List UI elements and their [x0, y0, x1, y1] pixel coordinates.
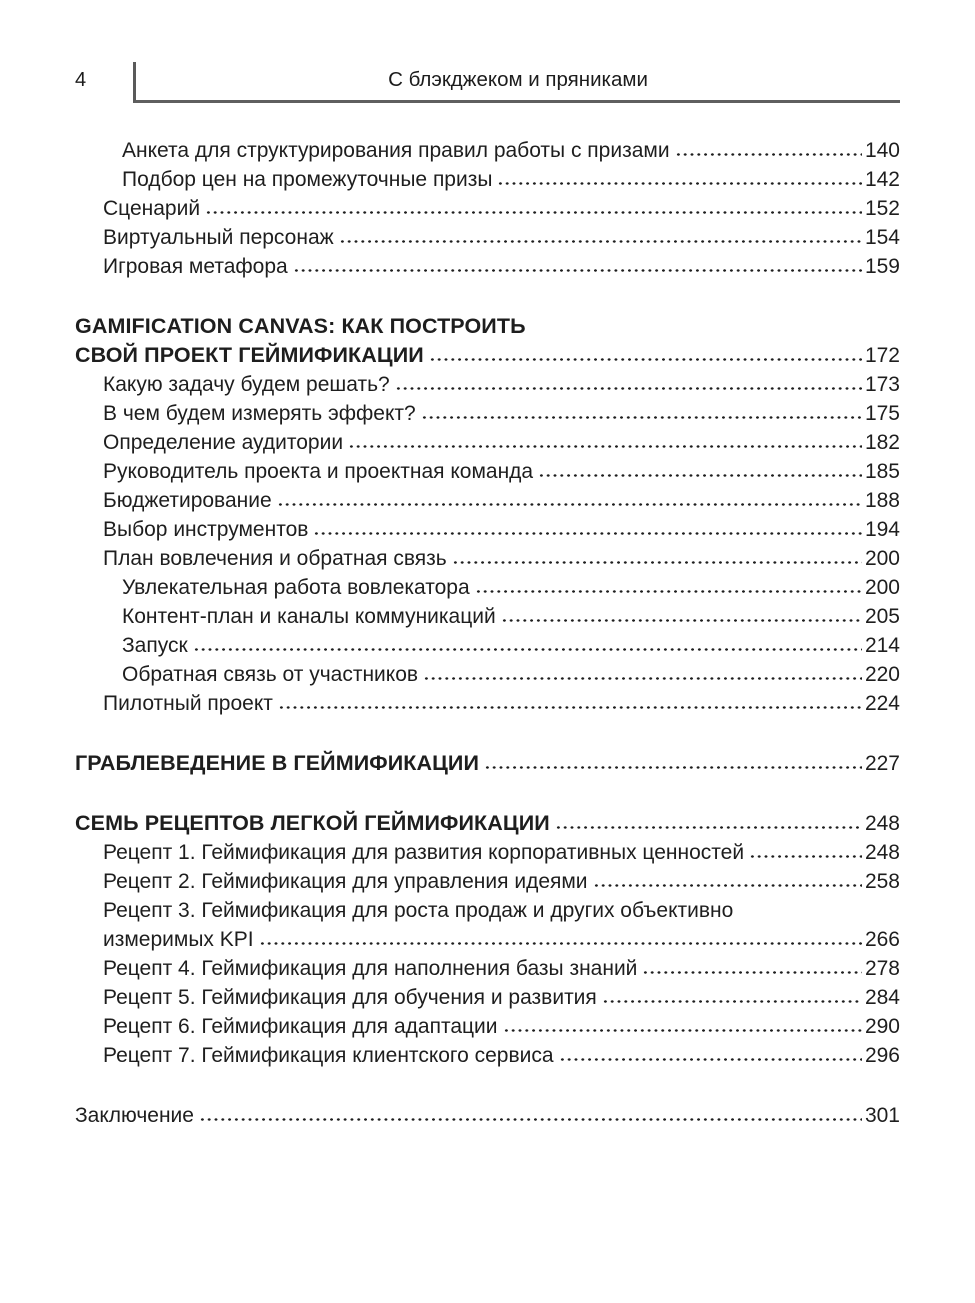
toc-entry-page: 194	[864, 518, 900, 541]
dot-leader	[501, 608, 862, 623]
folio-page-number: 4	[75, 69, 87, 91]
toc-entry-label: Рецепт 7. Геймификация клиентского сервиса	[103, 1044, 554, 1067]
toc-entry	[75, 544, 900, 573]
toc-entry-page: 248	[864, 812, 900, 835]
dot-leader	[503, 1018, 862, 1033]
dot-leader	[293, 258, 862, 273]
dot-leader	[259, 931, 862, 946]
dot-leader	[339, 229, 862, 244]
dot-leader	[277, 492, 862, 507]
toc-entry	[75, 954, 900, 983]
toc-entry-page: 205	[864, 605, 900, 628]
toc-entry-page: 220	[864, 663, 900, 686]
toc-entry	[75, 925, 900, 954]
toc-entry-label: Рецепт 4. Геймификация для наполнения базы знаний	[103, 957, 638, 980]
toc-entry-label: Виртуальный персонаж	[103, 226, 334, 249]
toc-entry-page: 214	[864, 634, 900, 657]
toc-entry-page: 278	[864, 957, 900, 980]
dot-leader	[675, 142, 862, 157]
toc-entry-label: Какую задачу будем решать?	[103, 373, 390, 396]
toc-entry-label: Сценарий	[103, 197, 201, 220]
dot-leader	[555, 815, 862, 830]
toc-entry-label: измеримых KPI	[103, 928, 254, 951]
toc-entry	[75, 838, 900, 867]
toc-entry-label: СЕМЬ РЕЦЕПТОВ ЛЕГКОЙ ГЕЙМИФИКАЦИИ	[75, 811, 550, 835]
toc-entry	[75, 223, 900, 252]
dot-leader	[421, 405, 862, 420]
dot-leader	[193, 637, 862, 652]
toc-entry	[75, 194, 900, 223]
table-of-contents	[75, 136, 900, 1130]
toc-entry-page: 140	[864, 139, 900, 162]
toc-entry	[75, 896, 900, 925]
toc-entry-page: 173	[864, 373, 900, 396]
toc-entry-label: Рецепт 2. Геймификация для управления идеями	[103, 870, 588, 893]
toc-entry-label: В чем будем измерять эффект?	[103, 402, 416, 425]
toc-entry-label: Рецепт 3. Геймификация для роста продаж и других объективно	[103, 899, 734, 922]
toc-entry-label: GAMIFICATION CANVAS: КАК ПОСТРОИТЬ	[75, 314, 526, 338]
toc-entry-page: 258	[864, 870, 900, 893]
toc-entry-label: Анкета для структурирования правил работы с призами	[122, 139, 670, 162]
dot-leader	[538, 463, 862, 478]
toc-entry-page: 200	[864, 576, 900, 599]
toc-entry-page: 224	[864, 692, 900, 715]
toc-entry-page: 301	[864, 1104, 900, 1127]
toc-entry-label: Руководитель проекта и проектная команда	[103, 460, 534, 483]
dot-leader	[423, 666, 862, 681]
dot-leader	[559, 1047, 862, 1062]
toc-entry-page: 296	[864, 1044, 900, 1067]
toc-entry	[75, 486, 900, 515]
dot-leader	[199, 1107, 862, 1122]
running-header	[75, 62, 900, 103]
toc-entry-label: Выбор инструментов	[103, 518, 309, 541]
dot-leader	[278, 695, 862, 710]
toc-entry-page: 284	[864, 986, 900, 1009]
toc-entry	[75, 660, 900, 689]
toc-entry-page: 290	[864, 1015, 900, 1038]
running-header-rule	[133, 62, 900, 103]
toc-entry	[75, 749, 900, 778]
toc-entry	[75, 515, 900, 544]
toc-entry-label: Определение аудитории	[103, 431, 344, 454]
toc-entry-page: 154	[864, 226, 900, 249]
dot-leader	[452, 550, 862, 565]
toc-entry	[75, 602, 900, 631]
toc-entry-label: Увлекательная работа вовлекатора	[122, 576, 470, 599]
toc-entry-label: Рецепт 6. Геймификация для адаптации	[103, 1015, 498, 1038]
toc-entry-label: Заключение	[75, 1104, 194, 1127]
toc-entry-page: 227	[864, 752, 900, 775]
toc-entry	[75, 631, 900, 660]
toc-entry-page: 266	[864, 928, 900, 951]
toc-entry	[75, 983, 900, 1012]
toc-entry-page: 175	[864, 402, 900, 425]
dot-leader	[602, 989, 862, 1004]
toc-entry	[75, 809, 900, 838]
toc-entry	[75, 370, 900, 399]
toc-entry	[75, 689, 900, 718]
toc-entry-page: 159	[864, 255, 900, 278]
toc-entry	[75, 1041, 900, 1070]
toc-entry	[75, 341, 900, 370]
toc-entry	[75, 136, 900, 165]
dot-leader	[593, 873, 862, 888]
dot-leader	[749, 844, 862, 859]
toc-entry	[75, 312, 900, 341]
book-page	[0, 62, 975, 1303]
toc-entry-page: 182	[864, 431, 900, 454]
toc-entry-page: 172	[864, 344, 900, 367]
toc-entry-label: Подбор цен на промежуточные призы	[122, 168, 493, 191]
dot-leader	[642, 960, 862, 975]
dot-leader	[484, 755, 862, 770]
toc-entry-label: Игровая метафора	[103, 255, 288, 278]
toc-entry-label: Обратная связь от участников	[122, 663, 419, 686]
toc-entry-label: Запуск	[122, 634, 188, 657]
dot-leader	[475, 579, 862, 594]
dot-leader	[205, 200, 862, 215]
toc-entry-label: Рецепт 5. Геймификация для обучения и развития	[103, 986, 597, 1009]
toc-entry	[75, 457, 900, 486]
book-title: С блэкджеком и пряниками	[388, 68, 648, 91]
toc-entry	[75, 573, 900, 602]
toc-entry-page: 188	[864, 489, 900, 512]
toc-entry	[75, 1012, 900, 1041]
toc-entry	[75, 428, 900, 457]
toc-entry-label: Контент-план и каналы коммуникаций	[122, 605, 496, 628]
toc-entry	[75, 867, 900, 896]
toc-entry-label: Пилотный проект	[103, 692, 273, 715]
toc-entry-label: План вовлечения и обратная связь	[103, 547, 447, 570]
toc-entry	[75, 165, 900, 194]
dot-leader	[348, 434, 862, 449]
toc-entry	[75, 399, 900, 428]
dot-leader	[395, 376, 862, 391]
toc-entry-page: 152	[864, 197, 900, 220]
toc-entry-label: СВОЙ ПРОЕКТ ГЕЙМИФИКАЦИИ	[75, 343, 424, 367]
toc-entry-page: 185	[864, 460, 900, 483]
toc-entry	[75, 252, 900, 281]
toc-entry-page: 200	[864, 547, 900, 570]
dot-leader	[497, 171, 862, 186]
dot-leader	[313, 521, 862, 536]
toc-entry-page: 248	[864, 841, 900, 864]
dot-leader	[429, 347, 862, 362]
toc-entry-page: 142	[864, 168, 900, 191]
toc-entry-label: Рецепт 1. Геймификация для развития корпоративных ценностей	[103, 841, 745, 864]
toc-entry-label: Бюджетирование	[103, 489, 272, 512]
toc-entry	[75, 1101, 900, 1130]
toc-entry-label: ГРАБЛЕВЕДЕНИЕ В ГЕЙМИФИКАЦИИ	[75, 751, 480, 775]
